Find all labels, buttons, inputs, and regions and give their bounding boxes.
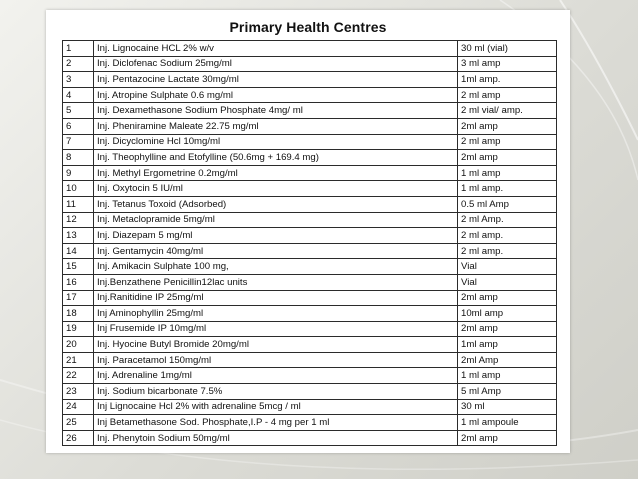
drug-name-cell: Inj. Phenytoin Sodium 50mg/ml [94, 430, 458, 446]
row-number-cell: 17 [63, 290, 94, 306]
row-number-cell: 13 [63, 228, 94, 244]
row-number-cell: 15 [63, 259, 94, 275]
row-number-cell: 7 [63, 134, 94, 150]
row-number-cell: 11 [63, 196, 94, 212]
row-number-cell: 19 [63, 321, 94, 337]
table-row [63, 181, 557, 197]
drug-name-cell: Inj. Amikacin Sulphate 100 mg, [94, 259, 458, 275]
pack-size-cell: Vial [458, 259, 557, 275]
pack-size-cell: 2 ml amp [458, 87, 557, 103]
row-number-cell: 3 [63, 72, 94, 88]
drug-name-cell: Inj. Lignocaine HCL 2% w/v [94, 41, 458, 57]
drug-name-cell: Inj Frusemide IP 10mg/ml [94, 321, 458, 337]
drug-name-cell: Inj. Hyocine Butyl Bromide 20mg/ml [94, 337, 458, 353]
pack-size-cell: 2 ml Amp. [458, 212, 557, 228]
row-number-cell: 20 [63, 337, 94, 353]
table-row [63, 118, 557, 134]
table-row [63, 430, 557, 446]
table-row [63, 228, 557, 244]
drug-name-cell: Inj. Gentamycin 40mg/ml [94, 243, 458, 259]
pack-size-cell: 1 ml ampoule [458, 415, 557, 431]
pack-size-cell: 10ml amp [458, 306, 557, 322]
row-number-cell: 21 [63, 352, 94, 368]
row-number-cell: 6 [63, 118, 94, 134]
pack-size-cell: 1 ml amp [458, 165, 557, 181]
row-number-cell: 5 [63, 103, 94, 119]
row-number-cell: 4 [63, 87, 94, 103]
pack-size-cell: 1ml amp [458, 337, 557, 353]
table-row [63, 165, 557, 181]
row-number-cell: 22 [63, 368, 94, 384]
row-number-cell: 12 [63, 212, 94, 228]
drug-name-cell: Inj.Benzathene Penicillin12lac units [94, 274, 458, 290]
row-number-cell: 18 [63, 306, 94, 322]
pack-size-cell: 2ml amp [458, 290, 557, 306]
table-row [63, 243, 557, 259]
table-row [63, 196, 557, 212]
row-number-cell: 2 [63, 56, 94, 72]
table-row [63, 56, 557, 72]
pack-size-cell: 0.5 ml Amp [458, 196, 557, 212]
pack-size-cell: 5 ml Amp [458, 384, 557, 400]
drug-name-cell: Inj. Pheniramine Maleate 22.75 mg/ml [94, 118, 458, 134]
pack-size-cell: 2 ml amp [458, 134, 557, 150]
drug-name-cell: Inj. Pentazocine Lactate 30mg/ml [94, 72, 458, 88]
drug-name-cell: Inj. Diazepam 5 mg/ml [94, 228, 458, 244]
drug-name-cell: Inj. Oxytocin 5 IU/ml [94, 181, 458, 197]
pack-size-cell: 30 ml [458, 399, 557, 415]
row-number-cell: 26 [63, 430, 94, 446]
drug-name-cell: Inj. Metaclopramide 5mg/ml [94, 212, 458, 228]
table-row [63, 321, 557, 337]
drug-name-cell: Inj.Ranitidine IP 25mg/ml [94, 290, 458, 306]
table-row [63, 337, 557, 353]
pack-size-cell: 30 ml (vial) [458, 41, 557, 57]
table-row [63, 103, 557, 119]
medicine-table [62, 40, 557, 446]
table-row [63, 306, 557, 322]
drug-name-cell: Inj. Tetanus Toxoid (Adsorbed) [94, 196, 458, 212]
row-number-cell: 1 [63, 41, 94, 57]
drug-name-cell: Inj Aminophyllin 25mg/ml [94, 306, 458, 322]
row-number-cell: 8 [63, 150, 94, 166]
pack-size-cell: 2 ml vial/ amp. [458, 103, 557, 119]
row-number-cell: 25 [63, 415, 94, 431]
table-row [63, 290, 557, 306]
row-number-cell: 16 [63, 274, 94, 290]
pack-size-cell: 2 ml amp. [458, 228, 557, 244]
row-number-cell: 14 [63, 243, 94, 259]
row-number-cell: 23 [63, 384, 94, 400]
medicine-table-body [63, 41, 557, 446]
drug-name-cell: Inj Lignocaine Hcl 2% with adrenaline 5mcg / ml [94, 399, 458, 415]
row-number-cell: 9 [63, 165, 94, 181]
row-number-cell: 10 [63, 181, 94, 197]
row-number-cell: 24 [63, 399, 94, 415]
table-row [63, 134, 557, 150]
pack-size-cell: 3 ml amp [458, 56, 557, 72]
table-row [63, 72, 557, 88]
table-row [63, 150, 557, 166]
pack-size-cell: Vial [458, 274, 557, 290]
pack-size-cell: 2ml Amp [458, 352, 557, 368]
drug-name-cell: Inj. Atropine Sulphate 0.6 mg/ml [94, 87, 458, 103]
drug-name-cell: Inj. Dicyclomine Hcl 10mg/ml [94, 134, 458, 150]
pack-size-cell: 2ml amp [458, 430, 557, 446]
drug-name-cell: Inj. Adrenaline 1mg/ml [94, 368, 458, 384]
page-title: Primary Health Centres [229, 19, 387, 35]
table-row [63, 384, 557, 400]
table-row [63, 399, 557, 415]
pack-size-cell: 2ml amp [458, 150, 557, 166]
drug-name-cell: Inj. Diclofenac Sodium 25mg/ml [94, 56, 458, 72]
pack-size-cell: 1ml amp. [458, 72, 557, 88]
pack-size-cell: 2 ml amp. [458, 243, 557, 259]
document-sheet [46, 10, 570, 453]
drug-name-cell: Inj. Methyl Ergometrine 0.2mg/ml [94, 165, 458, 181]
table-row [63, 415, 557, 431]
drug-name-cell: Inj. Theophylline and Etofylline (50.6mg + 169.4 mg) [94, 150, 458, 166]
drug-name-cell: Inj Betamethasone Sod. Phosphate,I.P - 4 mg per 1 ml [94, 415, 458, 431]
table-row [63, 212, 557, 228]
pack-size-cell: 1 ml amp [458, 368, 557, 384]
pack-size-cell: 2ml amp [458, 118, 557, 134]
drug-name-cell: Inj. Dexamethasone Sodium Phosphate 4mg/ ml [94, 103, 458, 119]
table-row [63, 274, 557, 290]
table-row [63, 41, 557, 57]
drug-name-cell: Inj. Sodium bicarbonate 7.5% [94, 384, 458, 400]
table-row [63, 87, 557, 103]
table-row [63, 352, 557, 368]
pack-size-cell: 1 ml amp. [458, 181, 557, 197]
table-row [63, 368, 557, 384]
drug-name-cell: Inj. Paracetamol 150mg/ml [94, 352, 458, 368]
table-row [63, 259, 557, 275]
pack-size-cell: 2ml amp [458, 321, 557, 337]
